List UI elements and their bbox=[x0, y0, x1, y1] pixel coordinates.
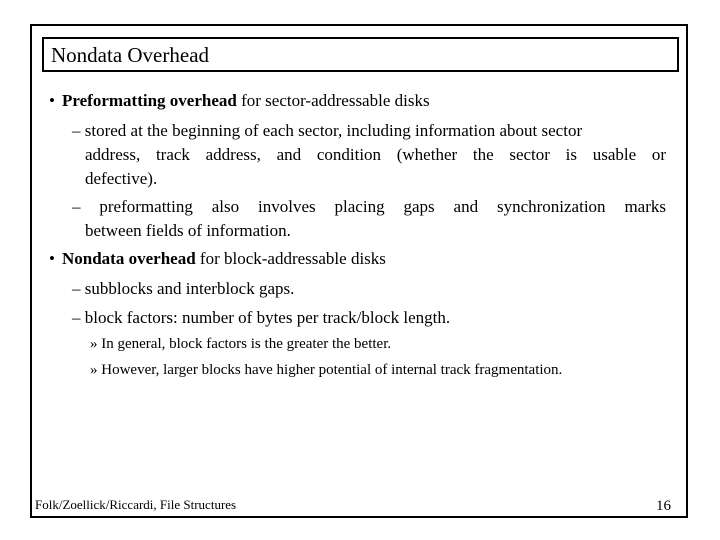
bullet-1-bold: Preformatting overhead bbox=[62, 91, 237, 110]
bullet-2-sub-2: – block factors: number of bytes per track/block length. bbox=[72, 308, 451, 327]
bullet-1-sub-1-line-3: defective). bbox=[85, 169, 158, 188]
bullet-dot-1: • bbox=[49, 91, 55, 110]
bullet-1-sub-2-line-1: – preformatting also involves placing gaps and synchronization marks bbox=[72, 197, 666, 216]
bullet-2-sub-1: – subblocks and interblock gaps. bbox=[72, 279, 295, 298]
bullet-2 bbox=[62, 249, 386, 269]
bullet-1-sub-2-line-2: between fields of information. bbox=[85, 221, 291, 240]
bullet-2-subsub-2: » However, larger blocks have higher potential of internal track fragmentation. bbox=[90, 362, 563, 378]
bullet-2-subsub-1: » In general, block factors is the greater the better. bbox=[90, 336, 392, 352]
bullet-2-bold: Nondata overhead bbox=[62, 249, 196, 268]
bullet-dot-2: • bbox=[49, 249, 55, 268]
bullet-1-sub-1-line-2: address, track address, and condition (whether the sector is usable or bbox=[85, 145, 666, 164]
slide-title: Nondata Overhead bbox=[51, 43, 210, 67]
footer-credit: Folk/Zoellick/Riccardi, File Structures bbox=[35, 497, 237, 512]
page-number: 16 bbox=[656, 498, 671, 514]
bullet-1-text: for sector-addressable disks bbox=[236, 91, 430, 110]
bullet-2-text: for block-addressable disks bbox=[195, 249, 386, 268]
bullet-1-sub-1-line-1: – stored at the beginning of each sector, including information about sector bbox=[72, 121, 583, 140]
bullet-1 bbox=[62, 91, 430, 111]
